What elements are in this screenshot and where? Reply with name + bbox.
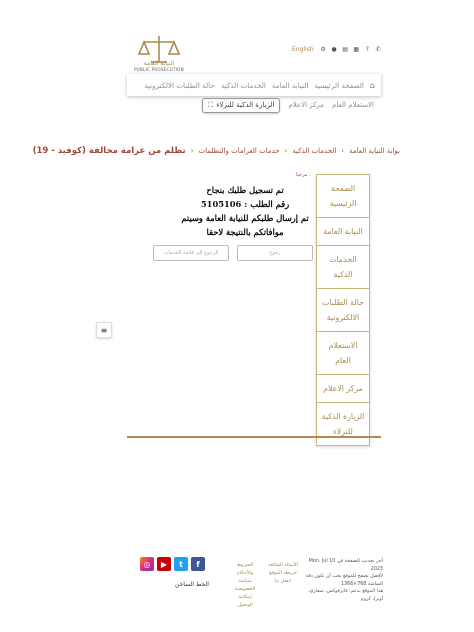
content-divider <box>127 436 381 438</box>
logo-english-text: PUBLIC PROSECUTION <box>134 67 184 72</box>
main-menu-bar <box>127 74 381 96</box>
hotline-label: الخط الساخن <box>175 581 209 588</box>
success-note: تم إرسال طلبكم للنيابة العامة وسيتم موافاتكم بالنتيجة لاحقا <box>181 213 309 237</box>
youtube-icon[interactable]: ▶ <box>157 557 171 571</box>
footer-link[interactable]: إمكانية الوصول <box>237 595 253 608</box>
breadcrumb-separator-icon: › <box>341 147 345 155</box>
menu-item-media-center[interactable]: مركز الاعلام <box>288 101 325 109</box>
request-number: رقم الطلب : 5105106 <box>200 199 290 209</box>
back-button[interactable]: رجوع <box>237 245 313 261</box>
breadcrumb-item[interactable]: بوابة النيابة العامة <box>349 147 400 155</box>
home-icon[interactable]: ⌂ <box>369 80 375 90</box>
footer-links-col1 <box>268 562 298 586</box>
sidebar-item-media-center[interactable]: مركز الاعلام <box>317 375 369 403</box>
breadcrumb-item[interactable]: خدمات الغرامات والتظلمات <box>198 147 280 155</box>
supported-browsers-text: هذا الموقع يدعم: فايرفوكس، سفاري، أوبرا، كروم <box>308 589 383 602</box>
visit-icon: ⛶ <box>208 100 214 109</box>
sidebar-item-smart-visit[interactable]: الزيارة الذكية للنزلاء <box>321 412 365 436</box>
logo-arabic-text: النيابة العامة <box>143 60 175 67</box>
smart-visit-label: الزيارة الذكية للنزلاء <box>216 101 275 109</box>
footer-link[interactable]: سياسة الخصوصية <box>234 579 256 592</box>
sidebar-item-prosecution[interactable]: النيابة العامة <box>317 218 369 246</box>
browser-note-text: لأفضل تصفح للموقع يجب أن تكون دقة الشاشة 768×1366 <box>305 574 383 587</box>
utility-bar <box>292 43 382 55</box>
print-icon[interactable]: ▤ <box>342 45 348 53</box>
success-message <box>180 183 310 239</box>
last-update-text: آخر تحديث للصفحة في 10 Mon. Jul 2023 <box>308 559 383 572</box>
menu-item-prosecution[interactable]: النيابة العامة <box>271 80 309 90</box>
menu-item-request-status[interactable]: حالة الطلبات الالكترونية <box>144 80 215 90</box>
menu-item-smart-services[interactable]: الخدمات الذكية <box>220 80 266 90</box>
menu-item-general-inquiry[interactable]: الاستعلام العام <box>332 101 374 109</box>
facebook-icon[interactable]: f <box>191 557 205 571</box>
footer-link[interactable]: الأسئلة الشائعة <box>268 563 298 568</box>
twitter-icon[interactable]: t <box>174 557 188 571</box>
breadcrumb-separator-icon: › <box>284 147 288 155</box>
greeting-text: مرحبا : <box>296 172 311 178</box>
menu-second-row <box>202 97 374 113</box>
settings-icon[interactable]: ⚙ <box>320 45 326 53</box>
footer-link[interactable]: اتصل بنا <box>274 579 292 584</box>
social-links <box>140 557 205 571</box>
breadcrumb-separator-icon: › <box>190 147 194 155</box>
footer-info <box>305 558 383 603</box>
footer-link[interactable]: الشروط والأحكام <box>236 563 254 576</box>
menu-item-home[interactable]: الصفحة الرئيسية <box>314 80 364 90</box>
help-icon[interactable]: ? <box>365 45 369 53</box>
language-switch-link[interactable]: English <box>292 45 314 53</box>
sidebar-item-home[interactable]: الصفحة الرئيسية <box>317 175 369 218</box>
user-icon[interactable]: ● <box>331 45 337 53</box>
sidebar-item-smart-services[interactable]: الخدمات الذكية <box>317 246 369 289</box>
footer-links-col2 <box>230 562 260 610</box>
sidebar-item-general-inquiry[interactable]: الاستعلام العام <box>317 332 369 375</box>
back-to-services-button[interactable]: الرجوع إلى قائمة الخدمات <box>153 245 229 261</box>
breadcrumb <box>33 146 400 156</box>
phone-icon[interactable]: ✆ <box>375 45 381 53</box>
breadcrumb-current: تظلم من غرامة مخالفة (كوفيد - 19) <box>32 146 186 156</box>
action-buttons <box>153 245 313 261</box>
sidebar-item-request-status[interactable]: حالة الطلبات الالكترونية <box>317 289 369 332</box>
instagram-icon[interactable]: ◎ <box>140 557 154 571</box>
footer-link[interactable]: خريطة الموقع <box>269 571 297 576</box>
sidebar-menu <box>316 174 370 446</box>
hamburger-menu-icon[interactable]: ≡ <box>96 322 112 338</box>
success-title: تم تسجيل طلبك بنجاح <box>206 185 284 195</box>
smart-visit-button[interactable] <box>202 98 280 113</box>
sitemap-icon[interactable]: ▦ <box>353 45 359 53</box>
breadcrumb-item[interactable]: الخدمات الذكية <box>292 147 337 155</box>
